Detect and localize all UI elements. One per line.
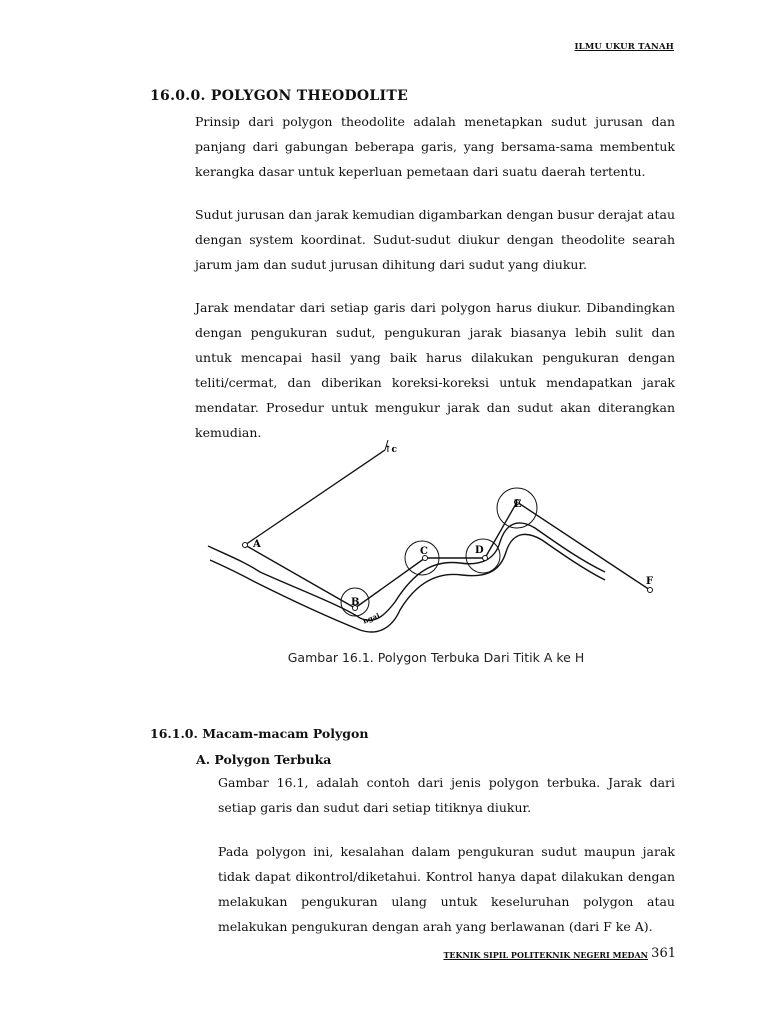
station-d (483, 556, 488, 561)
paragraph-2: Sudut jurusan dan jarak kemudian digambarkan dengan busur derajat atau dengan system koordinat. Sudut-sudut diukur dengan theodolite searah jarum jam dan sudut jurusan dihitung dari sudut yang diukur. (195, 207, 675, 272)
paragraph-4: Gambar 16.1, adalah contoh dari jenis polygon terbuka. Jarak dari setiap garis dan sudut dari setiap titiknya diukur. (218, 775, 675, 815)
bearing-line (245, 450, 385, 545)
paragraph-5: Pada polygon ini, kesalahan dalam pengukuran sudut maupun jarak tidak dapat dikontrol/diketahui. Kontrol hanya dapat dilakukan dengan melakukan pengukuran ulang untuk keseluruhan polygon atau melakukan pengukuran dengan arah yang berlawanan (dari F ke A). (218, 844, 675, 934)
north-label: ↑c (384, 445, 398, 455)
label-e: E (514, 499, 522, 510)
running-header: ILMU UKUR TANAH (574, 42, 674, 52)
paragraph-1: Prinsip dari polygon theodolite adalah menetapkan sudut jurusan dan panjang dari gabungan beberapa garis, yang bersama-sama membentuk kerangka dasar untuk keperluan pemetaan dari suatu daerah tertentu. (195, 114, 675, 179)
station-f (648, 588, 653, 593)
river-label: ngai (361, 610, 381, 626)
footer-institution: TEKNIK SIPIL POLITEKNIK NEGERI MEDAN (443, 950, 648, 960)
label-a: A (253, 539, 261, 550)
subsection-heading: 16.1.0. Macam-macam Polygon (150, 726, 369, 741)
page-number: 361 (651, 946, 676, 961)
section-heading: 16.0.0. POLYGON THEODOLITE (150, 88, 409, 104)
label-d: D (475, 545, 484, 556)
subsubsection-heading: A. Polygon Terbuka (196, 752, 332, 767)
polygon-figure (200, 430, 670, 640)
label-b: B (351, 597, 360, 608)
label-f: F (646, 576, 654, 587)
paragraph-3: Jarak mendatar dari setiap garis dari polygon harus diukur. Dibandingkan dengan pengukuran sudut, pengukuran jarak biasanya lebih sulit dan untuk mencapai hasil yang baik harus dilakukan pengukuran dengan teliti/cermat, dan diberikan koreksi-koreksi untuk mendapatkan jarak mendatar. Prosedur untuk mengukur jarak dan sudut akan diterangkan kemudian. (195, 300, 675, 440)
label-c: C (420, 546, 428, 557)
station-a (243, 543, 248, 548)
figure-caption: Gambar 16.1. Polygon Terbuka Dari Titik A ke H (287, 650, 585, 665)
